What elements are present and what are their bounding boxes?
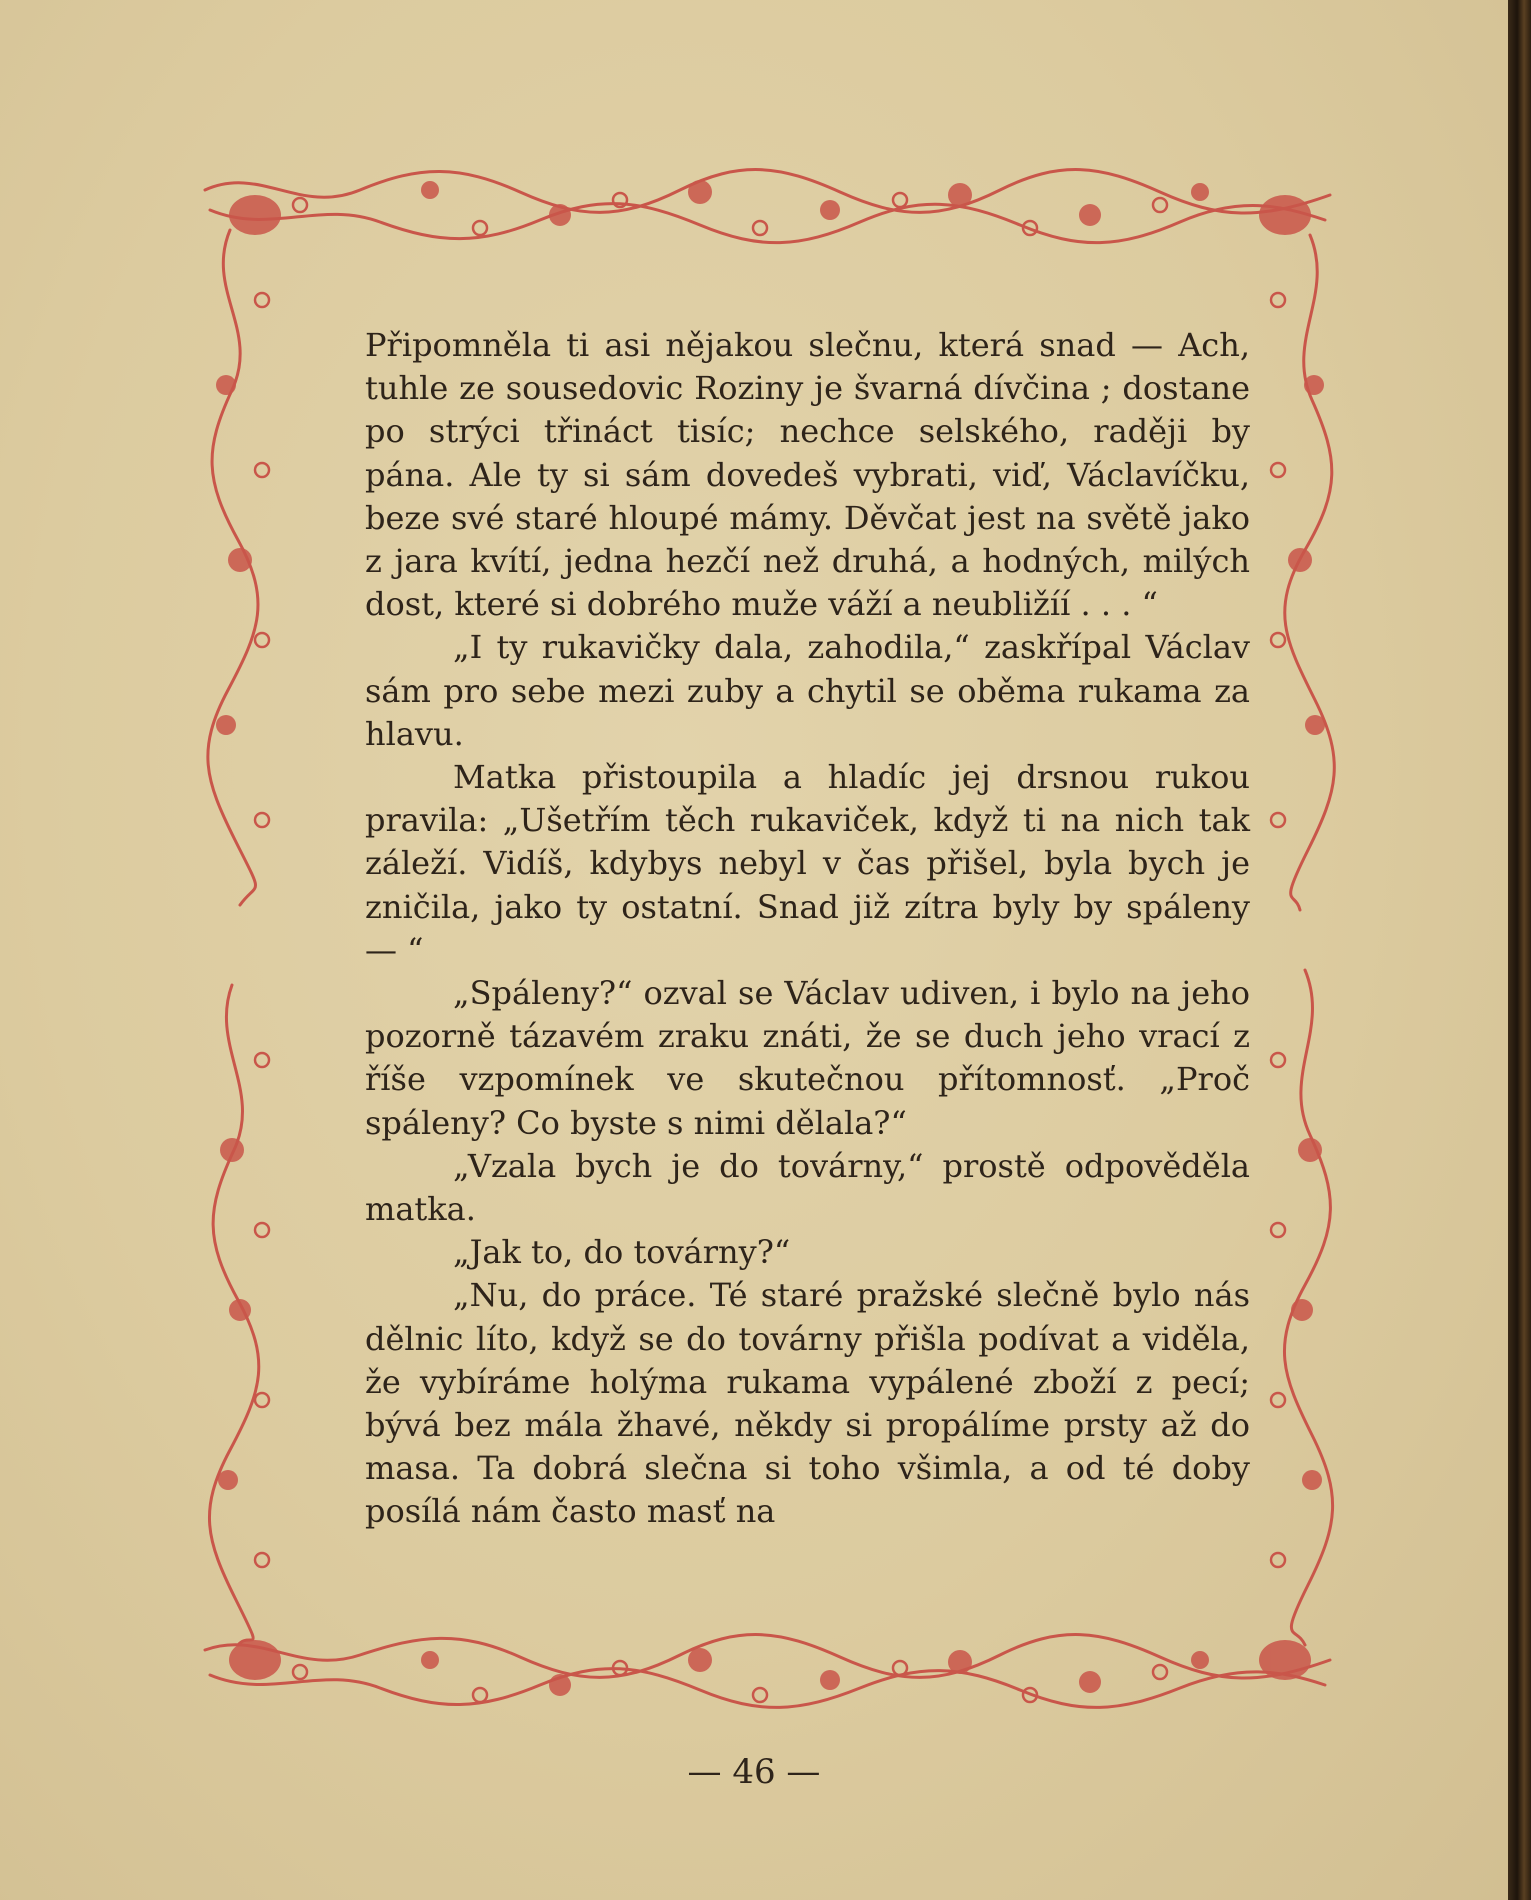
book-spine [1508, 0, 1531, 1900]
paragraph: „Spáleny?“ ozval se Václav udiven, i bylo na jeho pozorně tázavém zraku znáti, že se duch jeho vrací z říše vzpomínek ve skutečnou přítomnosť. „Proč spáleny? Co byste s nimi dělala?“ [365, 974, 1250, 1142]
paragraph: „Nu, do práce. Té staré pražské slečně bylo nás dělnic líto, když se do továrny přišla podívat a viděla, že vybíráme holýma rukama vypálené zboží z pecí; bývá bez mála žhavé, někdy si propálíme prsty až do masa. Ta dobrá slečna si toho všimla, a od té doby posílá nám často masť na [365, 1276, 1250, 1531]
paragraph: „I ty rukavičky dala, zahodila,“ zaskřípal Václav sám pro sebe mezi zuby a chytil se oběma rukama za hlavu. [365, 628, 1250, 753]
paragraph: „Jak to, do továrny?“ [453, 1233, 791, 1272]
paragraph: Matka přistoupila a hladíc jej drsnou rukou pravila: „Ušetřím těch rukaviček, když ti na nich tak záleží. Vidíš, kdybys nebyl v čas přišel, byla bych je zničila, jako ty ostatní. Snad již zítra byly by spáleny — “ [365, 758, 1250, 969]
page-text [365, 324, 1250, 1534]
paragraph: Připomněla ti asi nějakou slečnu, která snad — Ach, tuhle ze sousedovic Roziny je švarná dívčina ; dostane po strýci třináct tisíc; nechce selského, raději by pána. Ale ty si sám dovedeš vybrati, viď, Václavíčku, beze své staré hloupé mámy. Děvčat jest na světě jako z jara kvítí, jedna hezčí než druhá, a hodných, milých dost, které si dobrého muže váží a neubližíí . . . “ [365, 326, 1250, 624]
page-number: — 46 — [687, 1752, 821, 1792]
paragraph: „Vzala bych je do továrny,“ prostě odpověděla matka. [365, 1146, 1250, 1229]
